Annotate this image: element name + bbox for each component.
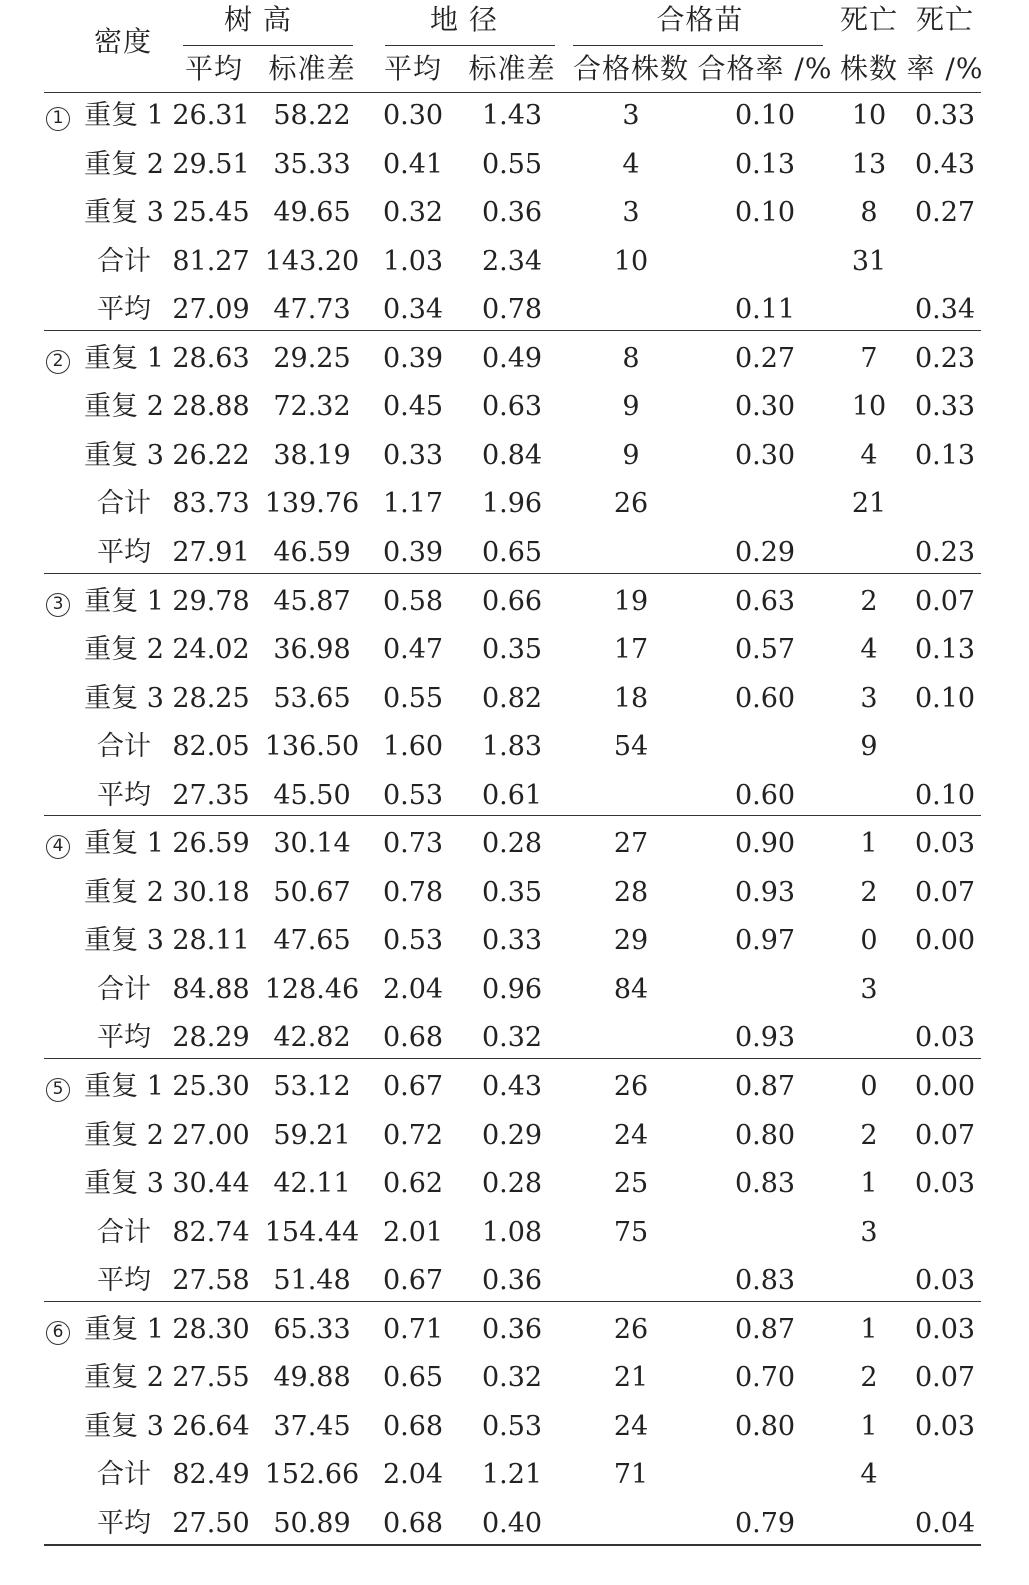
subheader-height-mean: 平均 xyxy=(184,52,244,85)
cell-height-sd: 136.50 xyxy=(264,731,360,763)
subheader-diameter-sd: 标准差 xyxy=(468,52,556,85)
cell-diameter-sd: 0.63 xyxy=(481,391,543,423)
cell-diameter-sd: 0.96 xyxy=(481,973,543,1005)
cell-death-rate: 0.23 xyxy=(914,536,976,568)
cell-qualified-count: 26 xyxy=(613,488,649,520)
cell-diameter-sd: 0.78 xyxy=(481,294,543,326)
cell-height-sd: 36.98 xyxy=(273,634,351,666)
cell-height-sd: 42.11 xyxy=(273,1168,351,1200)
cell-diameter-mean: 0.68 xyxy=(382,1022,444,1054)
cell-height-sd: 38.19 xyxy=(273,439,351,471)
cell-qualified-rate: 0.97 xyxy=(734,925,796,957)
group-marker: 6 xyxy=(46,1321,70,1345)
cell-qualified-rate: 0.87 xyxy=(734,1313,796,1345)
cell-diameter-mean: 0.33 xyxy=(382,439,444,471)
cell-death-rate: 0.34 xyxy=(914,294,976,326)
cell-death-rate: 0.07 xyxy=(914,585,976,617)
cell-height-mean: 29.51 xyxy=(172,148,250,180)
cell-height-mean: 27.58 xyxy=(172,1265,250,1297)
cell-height-sd: 47.65 xyxy=(273,925,351,957)
cell-death-count: 7 xyxy=(860,342,878,374)
cell-qualified-rate: 0.70 xyxy=(734,1362,796,1394)
cell-qualified-rate: 0.13 xyxy=(734,148,796,180)
cell-qualified-rate: 0.11 xyxy=(734,294,796,326)
cell-diameter-sd: 0.36 xyxy=(481,1265,543,1297)
cell-row-label: 平均 xyxy=(97,1265,151,1297)
cell-diameter-sd: 0.53 xyxy=(481,1410,543,1442)
cell-death-rate: 0.43 xyxy=(914,148,976,180)
cell-diameter-mean: 1.60 xyxy=(382,731,444,763)
cell-death-count: 2 xyxy=(860,1362,878,1394)
cell-row-label: 重复 2 xyxy=(84,148,164,180)
cell-row-label: 重复 2 xyxy=(84,634,164,666)
cell-height-mean: 27.35 xyxy=(172,779,250,811)
cell-height-mean: 28.25 xyxy=(172,682,250,714)
group-separator-rule xyxy=(44,330,981,331)
cell-height-mean: 29.78 xyxy=(172,585,250,617)
cell-row-label: 重复 1 xyxy=(84,100,164,131)
cell-height-mean: 83.73 xyxy=(172,488,250,520)
cell-diameter-sd: 0.55 xyxy=(481,148,543,180)
cell-diameter-mean: 2.01 xyxy=(382,1216,444,1248)
cell-height-mean: 26.22 xyxy=(172,439,250,471)
cell-diameter-mean: 0.32 xyxy=(382,197,444,229)
cell-qualified-count: 54 xyxy=(613,731,649,763)
cell-height-mean: 81.27 xyxy=(172,245,250,277)
cell-qualified-count: 9 xyxy=(622,439,640,471)
cell-qualified-count: 9 xyxy=(622,391,640,423)
cell-qualified-count: 71 xyxy=(613,1459,649,1491)
cell-qualified-rate: 0.83 xyxy=(734,1265,796,1297)
cell-diameter-mean: 0.39 xyxy=(382,536,444,568)
cell-qualified-rate: 0.93 xyxy=(734,1022,796,1054)
cell-diameter-sd: 1.96 xyxy=(481,488,543,520)
cell-height-sd: 53.65 xyxy=(273,682,351,714)
cell-diameter-mean: 0.65 xyxy=(382,1362,444,1394)
header-death-count-line1: 死亡 xyxy=(839,3,899,36)
cell-diameter-mean: 0.62 xyxy=(382,1168,444,1200)
cell-diameter-sd: 0.36 xyxy=(481,1313,543,1345)
cell-height-sd: 35.33 xyxy=(273,148,351,180)
cell-qualified-rate: 0.93 xyxy=(734,876,796,908)
cell-height-mean: 28.63 xyxy=(172,342,250,374)
cell-diameter-mean: 0.58 xyxy=(382,585,444,617)
cell-diameter-mean: 0.53 xyxy=(382,925,444,957)
cell-row-label: 平均 xyxy=(97,1507,151,1539)
cell-death-count: 21 xyxy=(851,488,887,520)
cell-qualified-rate: 0.80 xyxy=(734,1410,796,1442)
cell-height-mean: 27.50 xyxy=(172,1507,250,1539)
cell-height-sd: 139.76 xyxy=(264,488,360,520)
cell-height-sd: 45.87 xyxy=(273,585,351,617)
header-density: 密度 xyxy=(93,25,153,58)
cell-diameter-sd: 1.83 xyxy=(481,731,543,763)
cell-diameter-sd: 0.40 xyxy=(481,1507,543,1539)
cell-height-mean: 27.09 xyxy=(172,294,250,326)
cell-row-label: 合计 xyxy=(97,245,151,277)
cell-qualified-count: 75 xyxy=(613,1216,649,1248)
cell-qualified-rate: 0.63 xyxy=(734,585,796,617)
cell-death-count: 4 xyxy=(860,634,878,666)
cell-diameter-sd: 0.32 xyxy=(481,1022,543,1054)
cell-death-rate: 0.33 xyxy=(914,100,976,131)
cell-diameter-sd: 0.28 xyxy=(481,828,543,860)
cell-death-count: 2 xyxy=(860,876,878,908)
cell-diameter-sd: 0.32 xyxy=(481,1362,543,1394)
subheader-diameter-mean: 平均 xyxy=(383,52,443,85)
cell-height-mean: 28.11 xyxy=(172,925,250,957)
cell-qualified-count: 19 xyxy=(613,585,649,617)
cell-diameter-sd: 1.21 xyxy=(481,1459,543,1491)
cell-qualified-rate: 0.57 xyxy=(734,634,796,666)
cell-height-mean: 30.44 xyxy=(172,1168,250,1200)
cell-diameter-mean: 0.68 xyxy=(382,1410,444,1442)
cell-qualified-rate: 0.79 xyxy=(734,1507,796,1539)
cell-death-rate: 0.03 xyxy=(914,1313,976,1345)
cell-qualified-rate: 0.80 xyxy=(734,1119,796,1151)
cell-death-count: 0 xyxy=(860,925,878,957)
group-marker: 1 xyxy=(46,107,70,131)
subheader-height-sd: 标准差 xyxy=(268,52,356,85)
cell-height-sd: 128.46 xyxy=(264,973,360,1005)
cell-qualified-count: 18 xyxy=(613,682,649,714)
cell-height-sd: 46.59 xyxy=(273,536,351,568)
cell-death-rate: 0.27 xyxy=(914,197,976,229)
cell-row-label: 重复 2 xyxy=(84,1362,164,1394)
cell-qualified-count: 24 xyxy=(613,1410,649,1442)
cell-height-sd: 42.82 xyxy=(273,1022,351,1054)
cell-diameter-mean: 0.34 xyxy=(382,294,444,326)
cell-height-sd: 50.89 xyxy=(273,1507,351,1539)
cell-diameter-mean: 0.68 xyxy=(382,1507,444,1539)
cell-diameter-mean: 0.67 xyxy=(382,1265,444,1297)
cell-height-mean: 27.55 xyxy=(172,1362,250,1394)
cell-height-mean: 84.88 xyxy=(172,973,250,1005)
cell-death-rate: 0.03 xyxy=(914,1168,976,1200)
cell-diameter-sd: 0.29 xyxy=(481,1119,543,1151)
cell-death-rate: 0.03 xyxy=(914,828,976,860)
header-tree-height: 树 高 xyxy=(224,3,292,36)
cell-qualified-count: 17 xyxy=(613,634,649,666)
group-marker: 3 xyxy=(46,593,70,617)
header-death-rate-line1: 死亡 xyxy=(915,3,975,36)
cell-qualified-rate: 0.60 xyxy=(734,779,796,811)
cell-height-sd: 152.66 xyxy=(264,1459,360,1491)
cell-qualified-rate: 0.29 xyxy=(734,536,796,568)
cell-diameter-mean: 0.73 xyxy=(382,828,444,860)
cell-qualified-count: 24 xyxy=(613,1119,649,1151)
cell-diameter-sd: 1.43 xyxy=(481,100,543,131)
cell-diameter-sd: 1.08 xyxy=(481,1216,543,1248)
cell-row-label: 重复 3 xyxy=(84,925,164,957)
cell-height-sd: 58.22 xyxy=(273,100,351,131)
cell-death-rate: 0.03 xyxy=(914,1410,976,1442)
cell-death-count: 9 xyxy=(860,731,878,763)
cell-row-label: 重复 1 xyxy=(84,1071,164,1102)
cell-height-sd: 65.33 xyxy=(273,1313,351,1345)
cell-row-label: 合计 xyxy=(97,1216,151,1248)
cell-row-label: 重复 1 xyxy=(84,342,164,374)
cell-qualified-count: 8 xyxy=(622,342,640,374)
cell-row-label: 合计 xyxy=(97,488,151,520)
cell-death-count: 8 xyxy=(860,197,878,229)
cell-death-rate: 0.07 xyxy=(914,876,976,908)
cell-diameter-mean: 0.55 xyxy=(382,682,444,714)
cell-row-label: 重复 1 xyxy=(84,585,164,617)
cell-height-sd: 51.48 xyxy=(273,1265,351,1297)
cell-qualified-count: 3 xyxy=(622,100,640,131)
cell-height-sd: 49.88 xyxy=(273,1362,351,1394)
cell-height-mean: 82.05 xyxy=(172,731,250,763)
group-separator-rule xyxy=(44,573,981,574)
cell-death-count: 1 xyxy=(860,1410,878,1442)
cell-height-mean: 28.88 xyxy=(172,391,250,423)
header-death-rate-line2: 率 /% xyxy=(906,52,984,85)
cell-height-sd: 29.25 xyxy=(273,342,351,374)
cell-diameter-sd: 2.34 xyxy=(481,245,543,277)
subheader-qualified-rate: 合格率 /% xyxy=(697,52,833,85)
cell-death-count: 2 xyxy=(860,1119,878,1151)
cell-death-rate: 0.03 xyxy=(914,1265,976,1297)
cell-qualified-rate: 0.10 xyxy=(734,100,796,131)
cell-death-count: 31 xyxy=(851,245,887,277)
group-marker: 2 xyxy=(46,350,70,374)
cell-diameter-mean: 1.17 xyxy=(382,488,444,520)
cell-diameter-sd: 0.66 xyxy=(481,585,543,617)
cell-diameter-sd: 0.28 xyxy=(481,1168,543,1200)
header-rule-tree-height xyxy=(183,45,353,46)
cell-death-count: 4 xyxy=(860,1459,878,1491)
cell-qualified-count: 3 xyxy=(622,197,640,229)
cell-height-mean: 28.30 xyxy=(172,1313,250,1345)
cell-death-count: 4 xyxy=(860,439,878,471)
cell-qualified-rate: 0.87 xyxy=(734,1071,796,1102)
cell-row-label: 重复 2 xyxy=(84,391,164,423)
cell-diameter-mean: 1.03 xyxy=(382,245,444,277)
cell-diameter-mean: 0.41 xyxy=(382,148,444,180)
cell-qualified-count: 21 xyxy=(613,1362,649,1394)
cell-qualified-count: 26 xyxy=(613,1313,649,1345)
cell-height-mean: 27.91 xyxy=(172,536,250,568)
cell-row-label: 重复 3 xyxy=(84,197,164,229)
cell-death-count: 3 xyxy=(860,1216,878,1248)
cell-height-sd: 30.14 xyxy=(273,828,351,860)
cell-diameter-mean: 0.39 xyxy=(382,342,444,374)
cell-height-sd: 50.67 xyxy=(273,876,351,908)
cell-row-label: 合计 xyxy=(97,973,151,1005)
table-bottom-rule xyxy=(44,1544,981,1546)
header-rule-qualified xyxy=(573,45,823,46)
cell-qualified-count: 4 xyxy=(622,148,640,180)
cell-height-mean: 26.59 xyxy=(172,828,250,860)
cell-diameter-mean: 0.78 xyxy=(382,876,444,908)
cell-height-sd: 59.21 xyxy=(273,1119,351,1151)
header-ground-diameter: 地 径 xyxy=(430,3,498,36)
cell-qualified-count: 25 xyxy=(613,1168,649,1200)
cell-height-sd: 49.65 xyxy=(273,197,351,229)
group-separator-rule xyxy=(44,1301,981,1302)
cell-diameter-sd: 0.35 xyxy=(481,876,543,908)
cell-death-rate: 0.13 xyxy=(914,439,976,471)
cell-death-rate: 0.07 xyxy=(914,1119,976,1151)
header-death-count-line2: 株数 xyxy=(839,52,899,85)
cell-qualified-rate: 0.30 xyxy=(734,391,796,423)
cell-row-label: 重复 1 xyxy=(84,828,164,860)
cell-diameter-sd: 0.84 xyxy=(481,439,543,471)
cell-height-mean: 27.00 xyxy=(172,1119,250,1151)
cell-diameter-mean: 0.45 xyxy=(382,391,444,423)
cell-death-rate: 0.04 xyxy=(914,1507,976,1539)
cell-row-label: 重复 2 xyxy=(84,876,164,908)
cell-diameter-mean: 0.30 xyxy=(382,100,444,131)
cell-death-count: 1 xyxy=(860,828,878,860)
subheader-qualified-count: 合格株数 xyxy=(572,52,690,85)
cell-height-mean: 24.02 xyxy=(172,634,250,666)
cell-diameter-mean: 2.04 xyxy=(382,973,444,1005)
cell-death-count: 3 xyxy=(860,682,878,714)
cell-height-mean: 25.45 xyxy=(172,197,250,229)
cell-row-label: 平均 xyxy=(97,1022,151,1054)
cell-qualified-count: 26 xyxy=(613,1071,649,1102)
cell-diameter-sd: 0.82 xyxy=(481,682,543,714)
cell-diameter-mean: 2.04 xyxy=(382,1459,444,1491)
cell-death-count: 13 xyxy=(851,148,887,180)
cell-row-label: 重复 3 xyxy=(84,439,164,471)
cell-death-count: 10 xyxy=(851,391,887,423)
cell-diameter-sd: 0.61 xyxy=(481,779,543,811)
cell-row-label: 重复 3 xyxy=(84,1410,164,1442)
cell-qualified-rate: 0.10 xyxy=(734,197,796,229)
cell-death-rate: 0.33 xyxy=(914,391,976,423)
cell-death-count: 3 xyxy=(860,973,878,1005)
cell-qualified-rate: 0.60 xyxy=(734,682,796,714)
cell-death-count: 10 xyxy=(851,100,887,131)
cell-death-count: 2 xyxy=(860,585,878,617)
cell-death-count: 1 xyxy=(860,1168,878,1200)
cell-death-rate: 0.00 xyxy=(914,1071,976,1102)
group-separator-rule xyxy=(44,815,981,816)
cell-height-mean: 30.18 xyxy=(172,876,250,908)
cell-row-label: 平均 xyxy=(97,779,151,811)
cell-qualified-rate: 0.83 xyxy=(734,1168,796,1200)
cell-row-label: 平均 xyxy=(97,536,151,568)
cell-death-rate: 0.10 xyxy=(914,682,976,714)
cell-row-label: 重复 3 xyxy=(84,682,164,714)
cell-death-rate: 0.00 xyxy=(914,925,976,957)
cell-qualified-count: 29 xyxy=(613,925,649,957)
cell-qualified-count: 84 xyxy=(613,973,649,1005)
cell-death-rate: 0.07 xyxy=(914,1362,976,1394)
cell-qualified-rate: 0.30 xyxy=(734,439,796,471)
cell-height-sd: 47.73 xyxy=(273,294,351,326)
header-rule-ground-diameter xyxy=(385,45,555,46)
cell-height-sd: 143.20 xyxy=(264,245,360,277)
cell-death-rate: 0.10 xyxy=(914,779,976,811)
cell-diameter-mean: 0.72 xyxy=(382,1119,444,1151)
cell-death-count: 0 xyxy=(860,1071,878,1102)
cell-death-rate: 0.13 xyxy=(914,634,976,666)
cell-row-label: 重复 1 xyxy=(84,1313,164,1345)
header-qualified-seedlings: 合格苗 xyxy=(656,3,744,36)
cell-height-mean: 82.74 xyxy=(172,1216,250,1248)
cell-height-mean: 25.30 xyxy=(172,1071,250,1102)
cell-height-mean: 82.49 xyxy=(172,1459,250,1491)
cell-death-rate: 0.03 xyxy=(914,1022,976,1054)
cell-diameter-sd: 0.35 xyxy=(481,634,543,666)
header-bottom-rule xyxy=(44,92,981,93)
cell-row-label: 合计 xyxy=(97,731,151,763)
cell-height-sd: 37.45 xyxy=(273,1410,351,1442)
cell-diameter-sd: 0.49 xyxy=(481,342,543,374)
cell-height-mean: 28.29 xyxy=(172,1022,250,1054)
cell-height-sd: 72.32 xyxy=(273,391,351,423)
group-separator-rule xyxy=(44,1058,981,1059)
cell-qualified-rate: 0.90 xyxy=(734,828,796,860)
cell-row-label: 重复 3 xyxy=(84,1168,164,1200)
cell-diameter-sd: 0.36 xyxy=(481,197,543,229)
cell-row-label: 合计 xyxy=(97,1459,151,1491)
cell-row-label: 重复 2 xyxy=(84,1119,164,1151)
cell-qualified-count: 27 xyxy=(613,828,649,860)
cell-diameter-sd: 0.43 xyxy=(481,1071,543,1102)
cell-death-rate: 0.23 xyxy=(914,342,976,374)
cell-diameter-sd: 0.65 xyxy=(481,536,543,568)
cell-qualified-count: 10 xyxy=(613,245,649,277)
group-marker: 4 xyxy=(46,835,70,859)
cell-diameter-mean: 0.53 xyxy=(382,779,444,811)
cell-diameter-sd: 0.33 xyxy=(481,925,543,957)
cell-height-sd: 154.44 xyxy=(264,1216,360,1248)
cell-qualified-count: 28 xyxy=(613,876,649,908)
cell-height-sd: 45.50 xyxy=(273,779,351,811)
cell-diameter-mean: 0.47 xyxy=(382,634,444,666)
cell-height-sd: 53.12 xyxy=(273,1071,351,1102)
cell-qualified-rate: 0.27 xyxy=(734,342,796,374)
cell-height-mean: 26.64 xyxy=(172,1410,250,1442)
cell-diameter-mean: 0.71 xyxy=(382,1313,444,1345)
cell-death-count: 1 xyxy=(860,1313,878,1345)
cell-diameter-mean: 0.67 xyxy=(382,1071,444,1102)
cell-height-mean: 26.31 xyxy=(172,100,250,131)
cell-row-label: 平均 xyxy=(97,294,151,326)
group-marker: 5 xyxy=(46,1078,70,1102)
